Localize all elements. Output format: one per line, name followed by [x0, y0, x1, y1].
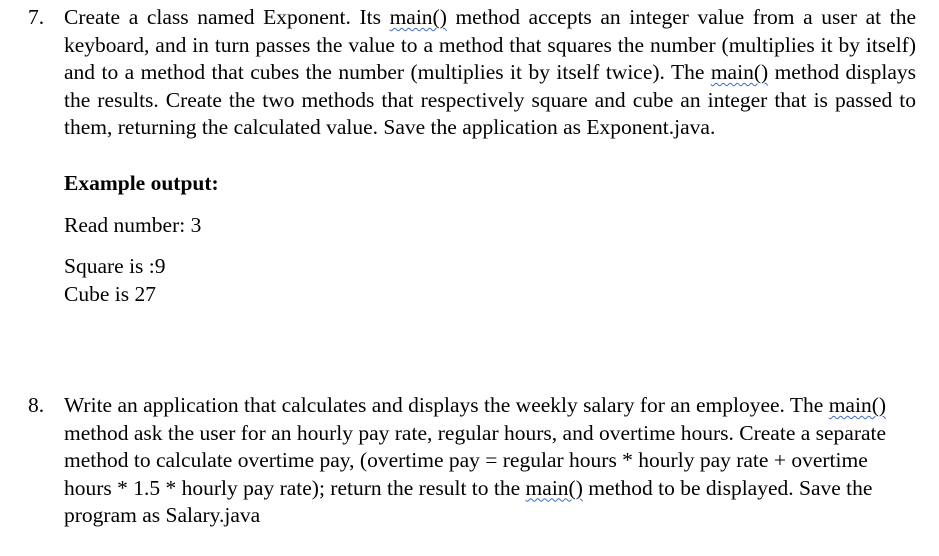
- q7-main-ref-2: main(): [710, 60, 769, 84]
- q8-text-3: method to be displayed. Save the program as Salary.java: [64, 475, 873, 527]
- output-square: Square is :9: [64, 254, 166, 278]
- question-8-number: 8.: [28, 393, 45, 417]
- q7-text-1: Create a class named Exponent. Its: [64, 5, 390, 29]
- example-output-heading: Example output:: [64, 171, 219, 195]
- question-7: [0, 4, 939, 334]
- question-8: [0, 392, 939, 542]
- question-8-body: [64, 392, 916, 530]
- question-7-description: [64, 4, 916, 142]
- q8-text-1: Write an application that calculates and displays the weekly salary for an employee. The: [64, 393, 829, 417]
- output-read-number: Read number: 3: [64, 213, 202, 237]
- q7-main-ref-1: main(): [389, 5, 447, 29]
- q8-text-2: method ask the user for an hourly pay rate, regular hours, and overtime hours. Create a separate method to calculate overtime pay, (overtime pay = regular hours * hourly pay rate + overtime hours * 1.5 * hourly pay rate); return the result to the: [64, 420, 887, 500]
- q8-main-ref-2: main(): [525, 475, 583, 500]
- q8-main-ref-1: main(): [828, 393, 887, 417]
- question-7-body: [64, 4, 916, 142]
- q7-text-2: method accepts an integer value from a user at the keyboard, and in turn passes the value to a method that squares the number (multiplies it by itself) and to a method that cubes the number (multiplies it by itself twice). The: [64, 5, 916, 84]
- question-7-number: 7.: [28, 5, 45, 29]
- q7-text-3: method displays the results. Create the two methods that respectively square and cube an integer that is passed to them, returning the calculated value. Save the application as Exponent.java.: [64, 60, 916, 139]
- question-8-description: [64, 392, 916, 530]
- output-cube: Cube is 27: [64, 282, 156, 306]
